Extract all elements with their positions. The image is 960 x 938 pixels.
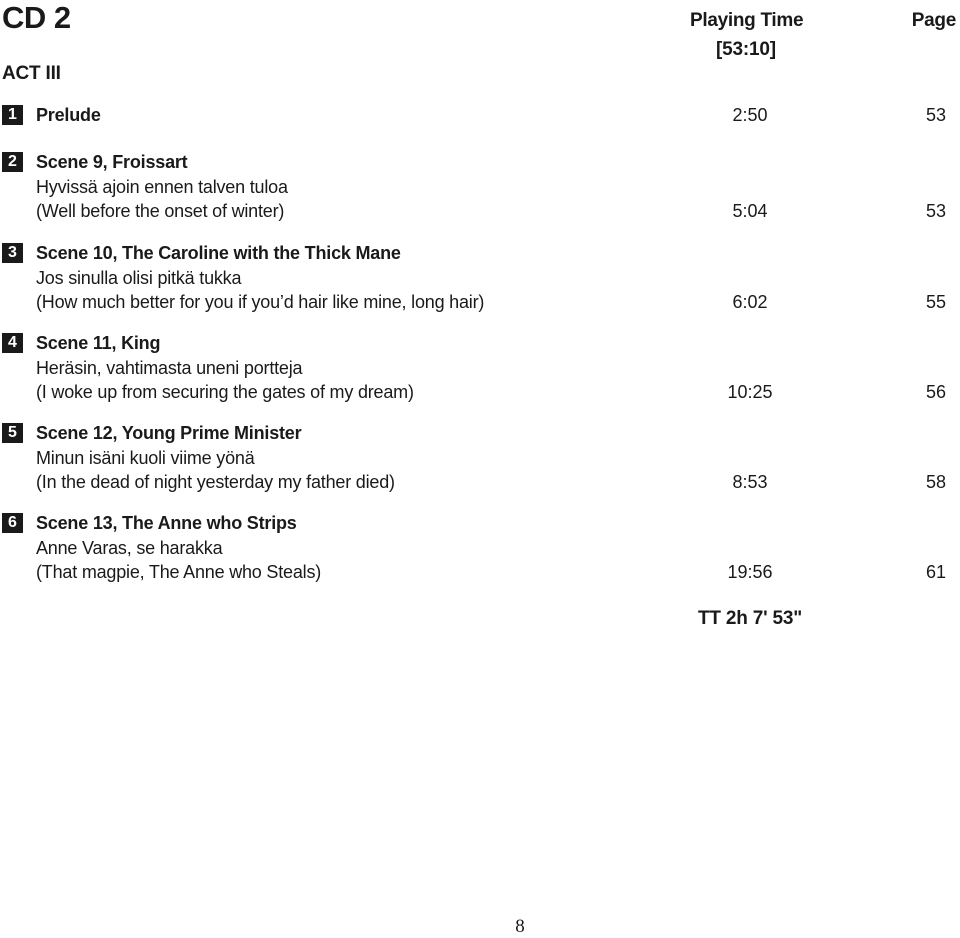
track-english-title: (I woke up from securing the gates of my dream) xyxy=(36,382,414,402)
track-finnish-title: Anne Varas, se harakka xyxy=(36,537,223,558)
track-number-badge: 6 xyxy=(2,513,23,533)
grand-total-time: TT 2h 7' 53" xyxy=(697,608,803,629)
track-time: 8:53 xyxy=(732,472,768,492)
track-finnish-title: Hyvissä ajoin ennen talven tuloa xyxy=(36,176,288,197)
track-time: 10:25 xyxy=(727,382,773,402)
track-number-badge: 4 xyxy=(2,333,23,353)
track-title: Scene 11, King xyxy=(36,333,161,353)
page-heading: Page xyxy=(911,10,956,31)
page-number: 8 xyxy=(515,916,525,937)
track-english-title: (That magpie, The Anne who Steals) xyxy=(36,562,322,582)
track-finnish-title: Minun isäni kuoli viime yönä xyxy=(36,447,255,468)
track-number-badge: 3 xyxy=(2,243,23,263)
track-number-badge: 5 xyxy=(2,423,23,443)
track-title: Prelude xyxy=(36,105,101,125)
track-time: 2:50 xyxy=(732,105,768,125)
track-page: 56 xyxy=(925,382,946,402)
track-english-title: (How much better for you if you’d hair like mine, long hair) xyxy=(36,292,485,312)
track-title: Scene 9, Froissart xyxy=(36,152,188,172)
track-finnish-title: Heräsin, vahtimasta uneni portteja xyxy=(36,357,303,378)
track-page: 55 xyxy=(925,292,946,312)
track-number-badge: 1 xyxy=(2,105,23,125)
track-page: 53 xyxy=(925,201,946,221)
track-english-title: (Well before the onset of winter) xyxy=(36,201,285,221)
act-title: ACT III xyxy=(2,63,61,84)
track-finnish-title: Jos sinulla olisi pitkä tukka xyxy=(36,267,242,288)
track-page: 53 xyxy=(925,105,946,125)
track-time: 6:02 xyxy=(732,292,768,312)
track-title: Scene 10, The Caroline with the Thick Mane xyxy=(36,243,401,263)
track-number-badge: 2 xyxy=(2,152,23,172)
track-title: Scene 13, The Anne who Strips xyxy=(36,513,297,533)
playing-time-heading: Playing Time xyxy=(690,10,804,31)
track-page: 58 xyxy=(925,472,946,492)
track-english-title: (In the dead of night yesterday my father died) xyxy=(36,472,395,492)
track-title: Scene 12, Young Prime Minister xyxy=(36,423,302,443)
track-time: 5:04 xyxy=(732,201,768,221)
track-page: 61 xyxy=(925,562,946,582)
cd-title: CD 2 xyxy=(2,0,71,35)
cd-total-time: [53:10] xyxy=(716,39,776,60)
track-time: 19:56 xyxy=(727,562,773,582)
